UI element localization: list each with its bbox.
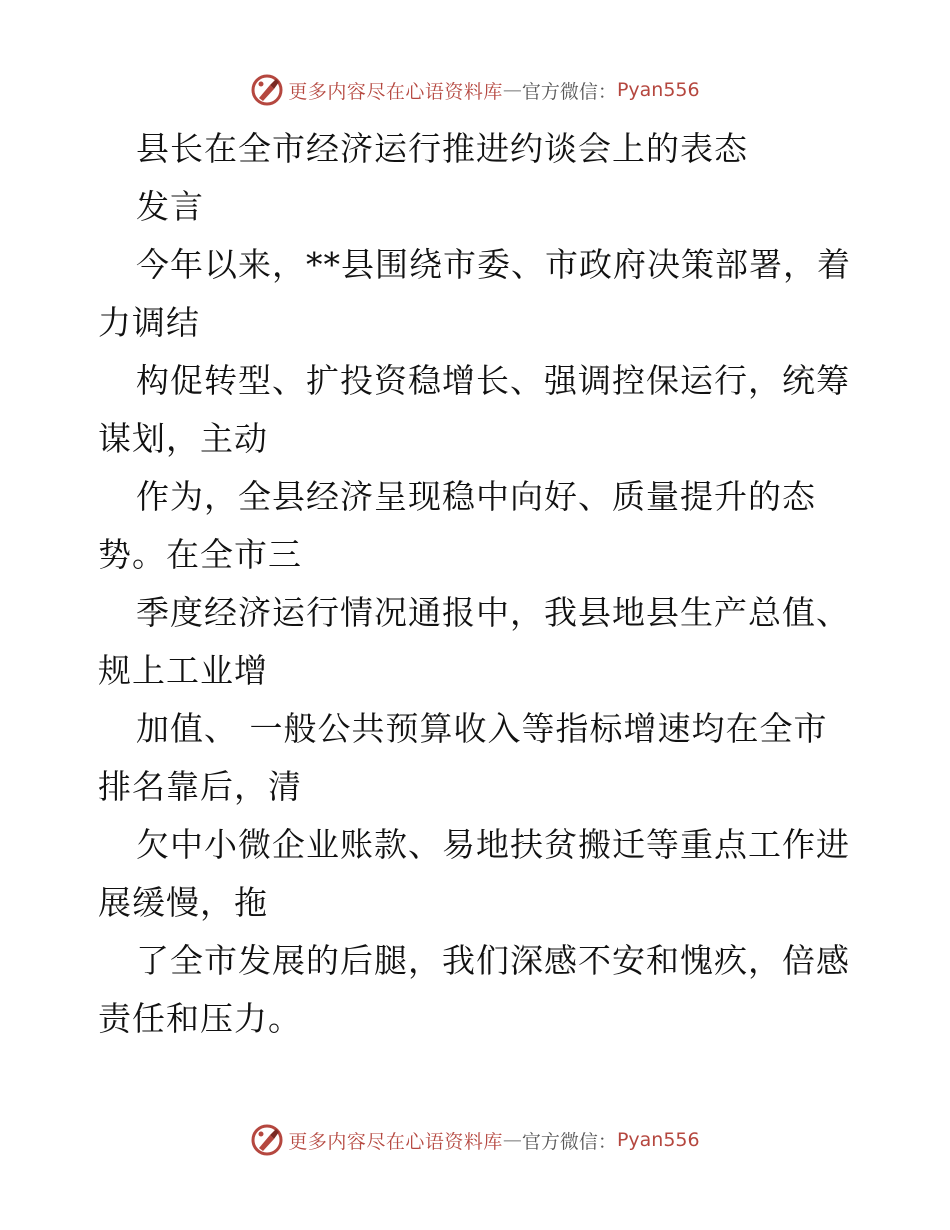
paragraph-line: 构促转型、扩投资稳增长、强调控保运行，统筹 <box>136 361 850 400</box>
banner-dash: — <box>502 1129 522 1151</box>
pen-nib-logo-icon <box>250 1123 284 1157</box>
banner-text: 更多内容尽在心语资料库 <box>288 1130 503 1153</box>
banner-wechat-id: Pyan556 <box>616 1129 700 1151</box>
document-body <box>98 120 858 1048</box>
paragraph-line: 规上工业增 <box>98 651 268 690</box>
paragraph-line: 展缓慢，拖 <box>98 883 268 922</box>
paragraph-line: 作为，全县经济呈现稳中向好、质量提升的态 <box>136 477 816 516</box>
paragraph-line: 今年以来，**县围绕市委、市政府决策部署，着 <box>136 245 851 284</box>
paragraph-line: 谋划，主动 <box>98 419 268 458</box>
paragraph-line: 加值、 一般公共预算收入等指标增速均在全市 <box>136 709 828 748</box>
paragraph-line: 欠中小微企业账款、易地扶贫搬迁等重点工作进 <box>136 825 850 864</box>
paragraph-line: 排名靠后，清 <box>98 767 302 806</box>
banner-text: 更多内容尽在心语资料库 <box>288 80 503 103</box>
paragraph-line: 势。在全市三 <box>98 535 302 574</box>
paragraph-line: 季度经济运行情况通报中，我县地县生产总值、 <box>136 593 850 632</box>
doc-title-line-1: 县长在全市经济运行推进约谈会上的表态 <box>136 129 748 168</box>
banner-wechat-id: Pyan556 <box>616 79 700 101</box>
doc-title-line-2: 发言 <box>136 187 204 226</box>
pen-nib-logo-icon <box>250 73 284 107</box>
banner-wechat-label: 官方微信： <box>521 1130 617 1153</box>
paragraph-line: 责任和压力。 <box>98 999 302 1038</box>
banner-dash: — <box>502 79 522 101</box>
paragraph-line: 了全市发展的后腿，我们深感不安和愧疚，倍感 <box>136 941 850 980</box>
footer-banner <box>0 1120 950 1160</box>
paragraph-line: 力调结 <box>98 303 200 342</box>
header-banner <box>0 70 950 110</box>
banner-wechat-label: 官方微信： <box>521 80 617 103</box>
